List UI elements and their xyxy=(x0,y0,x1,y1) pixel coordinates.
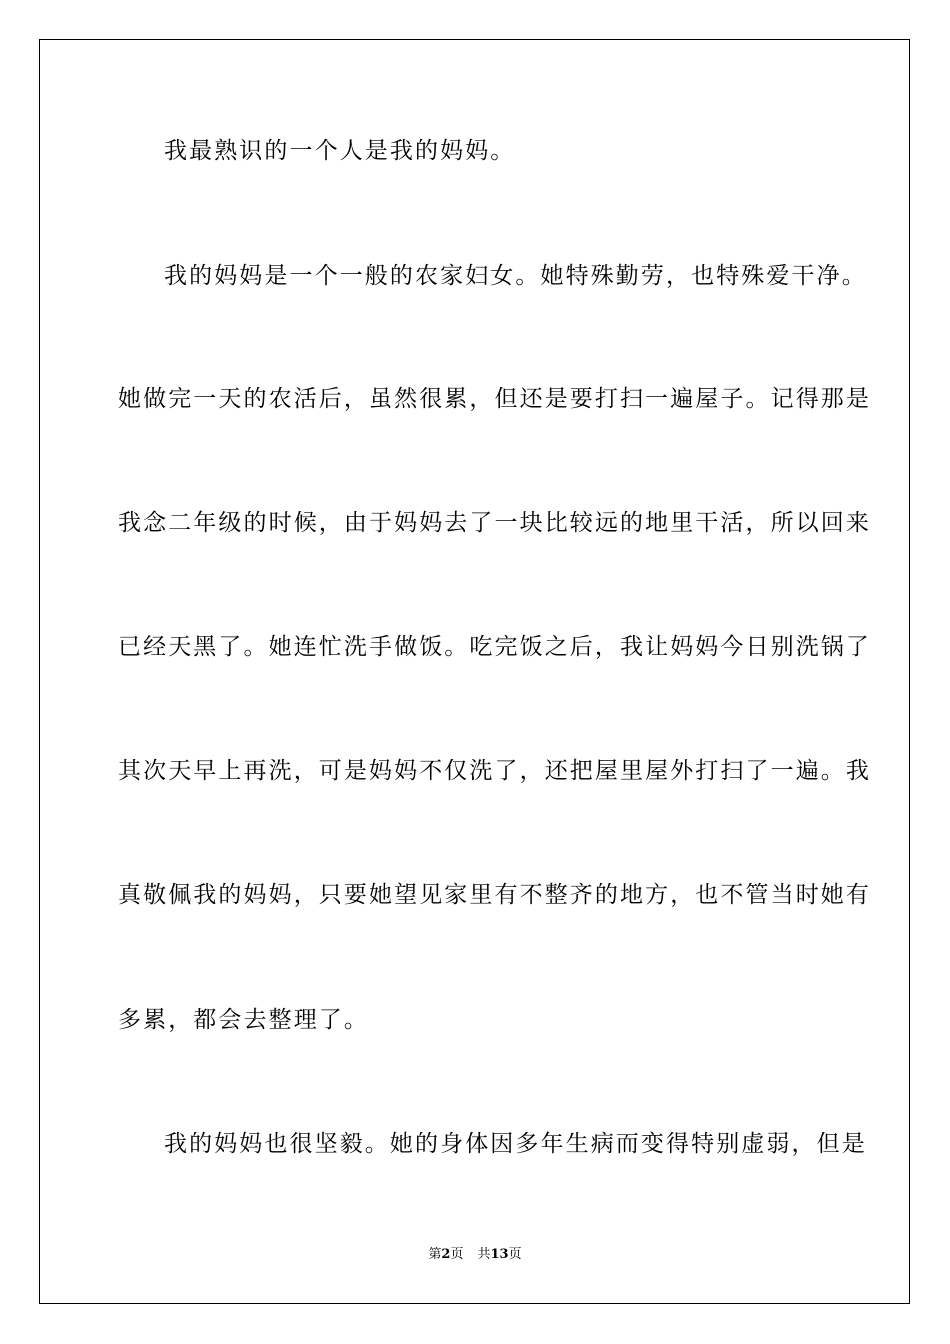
total-prefix: 共 xyxy=(477,1247,491,1262)
paragraph-line: 其次天早上再洗，可是妈妈不仅洗了，还把屋里屋外打扫了一遍。我 xyxy=(118,758,871,784)
paragraph-line: 我念二年级的时候，由于妈妈去了一块比较远的地里干活，所以回来 xyxy=(118,510,871,536)
page-number: 2 xyxy=(441,1247,451,1262)
paragraph-line: 真敬佩我的妈妈，只要她望见家里有不整齐的地方，也不管当时她有 xyxy=(118,882,871,908)
paragraph-line: 已经天黑了。她连忙洗手做饭。吃完饭之后，我让妈妈今日别洗锅了 xyxy=(118,634,871,660)
paragraph-line: 我的妈妈也很坚毅。她的身体因多年生病而变得特别虚弱，但是 xyxy=(164,1131,867,1157)
total-pages: 13 xyxy=(490,1247,509,1262)
paragraph-line: 她做完一天的农活后，虽然很累，但还是要打扫一遍屋子。记得那是 xyxy=(118,386,871,412)
page-suffix: 页 xyxy=(450,1247,464,1262)
total-suffix: 页 xyxy=(508,1247,522,1262)
paragraph-line: 我最熟识的一个人是我的妈妈。 xyxy=(164,138,516,164)
paragraph-line: 我的妈妈是一个一般的农家妇女。她特殊勤劳，也特殊爱干净。 xyxy=(164,263,867,289)
page-prefix: 第 xyxy=(428,1247,442,1262)
page-footer xyxy=(0,1246,950,1264)
page-border xyxy=(39,39,910,1304)
paragraph-line: 多累，都会去整理了。 xyxy=(118,1007,369,1033)
